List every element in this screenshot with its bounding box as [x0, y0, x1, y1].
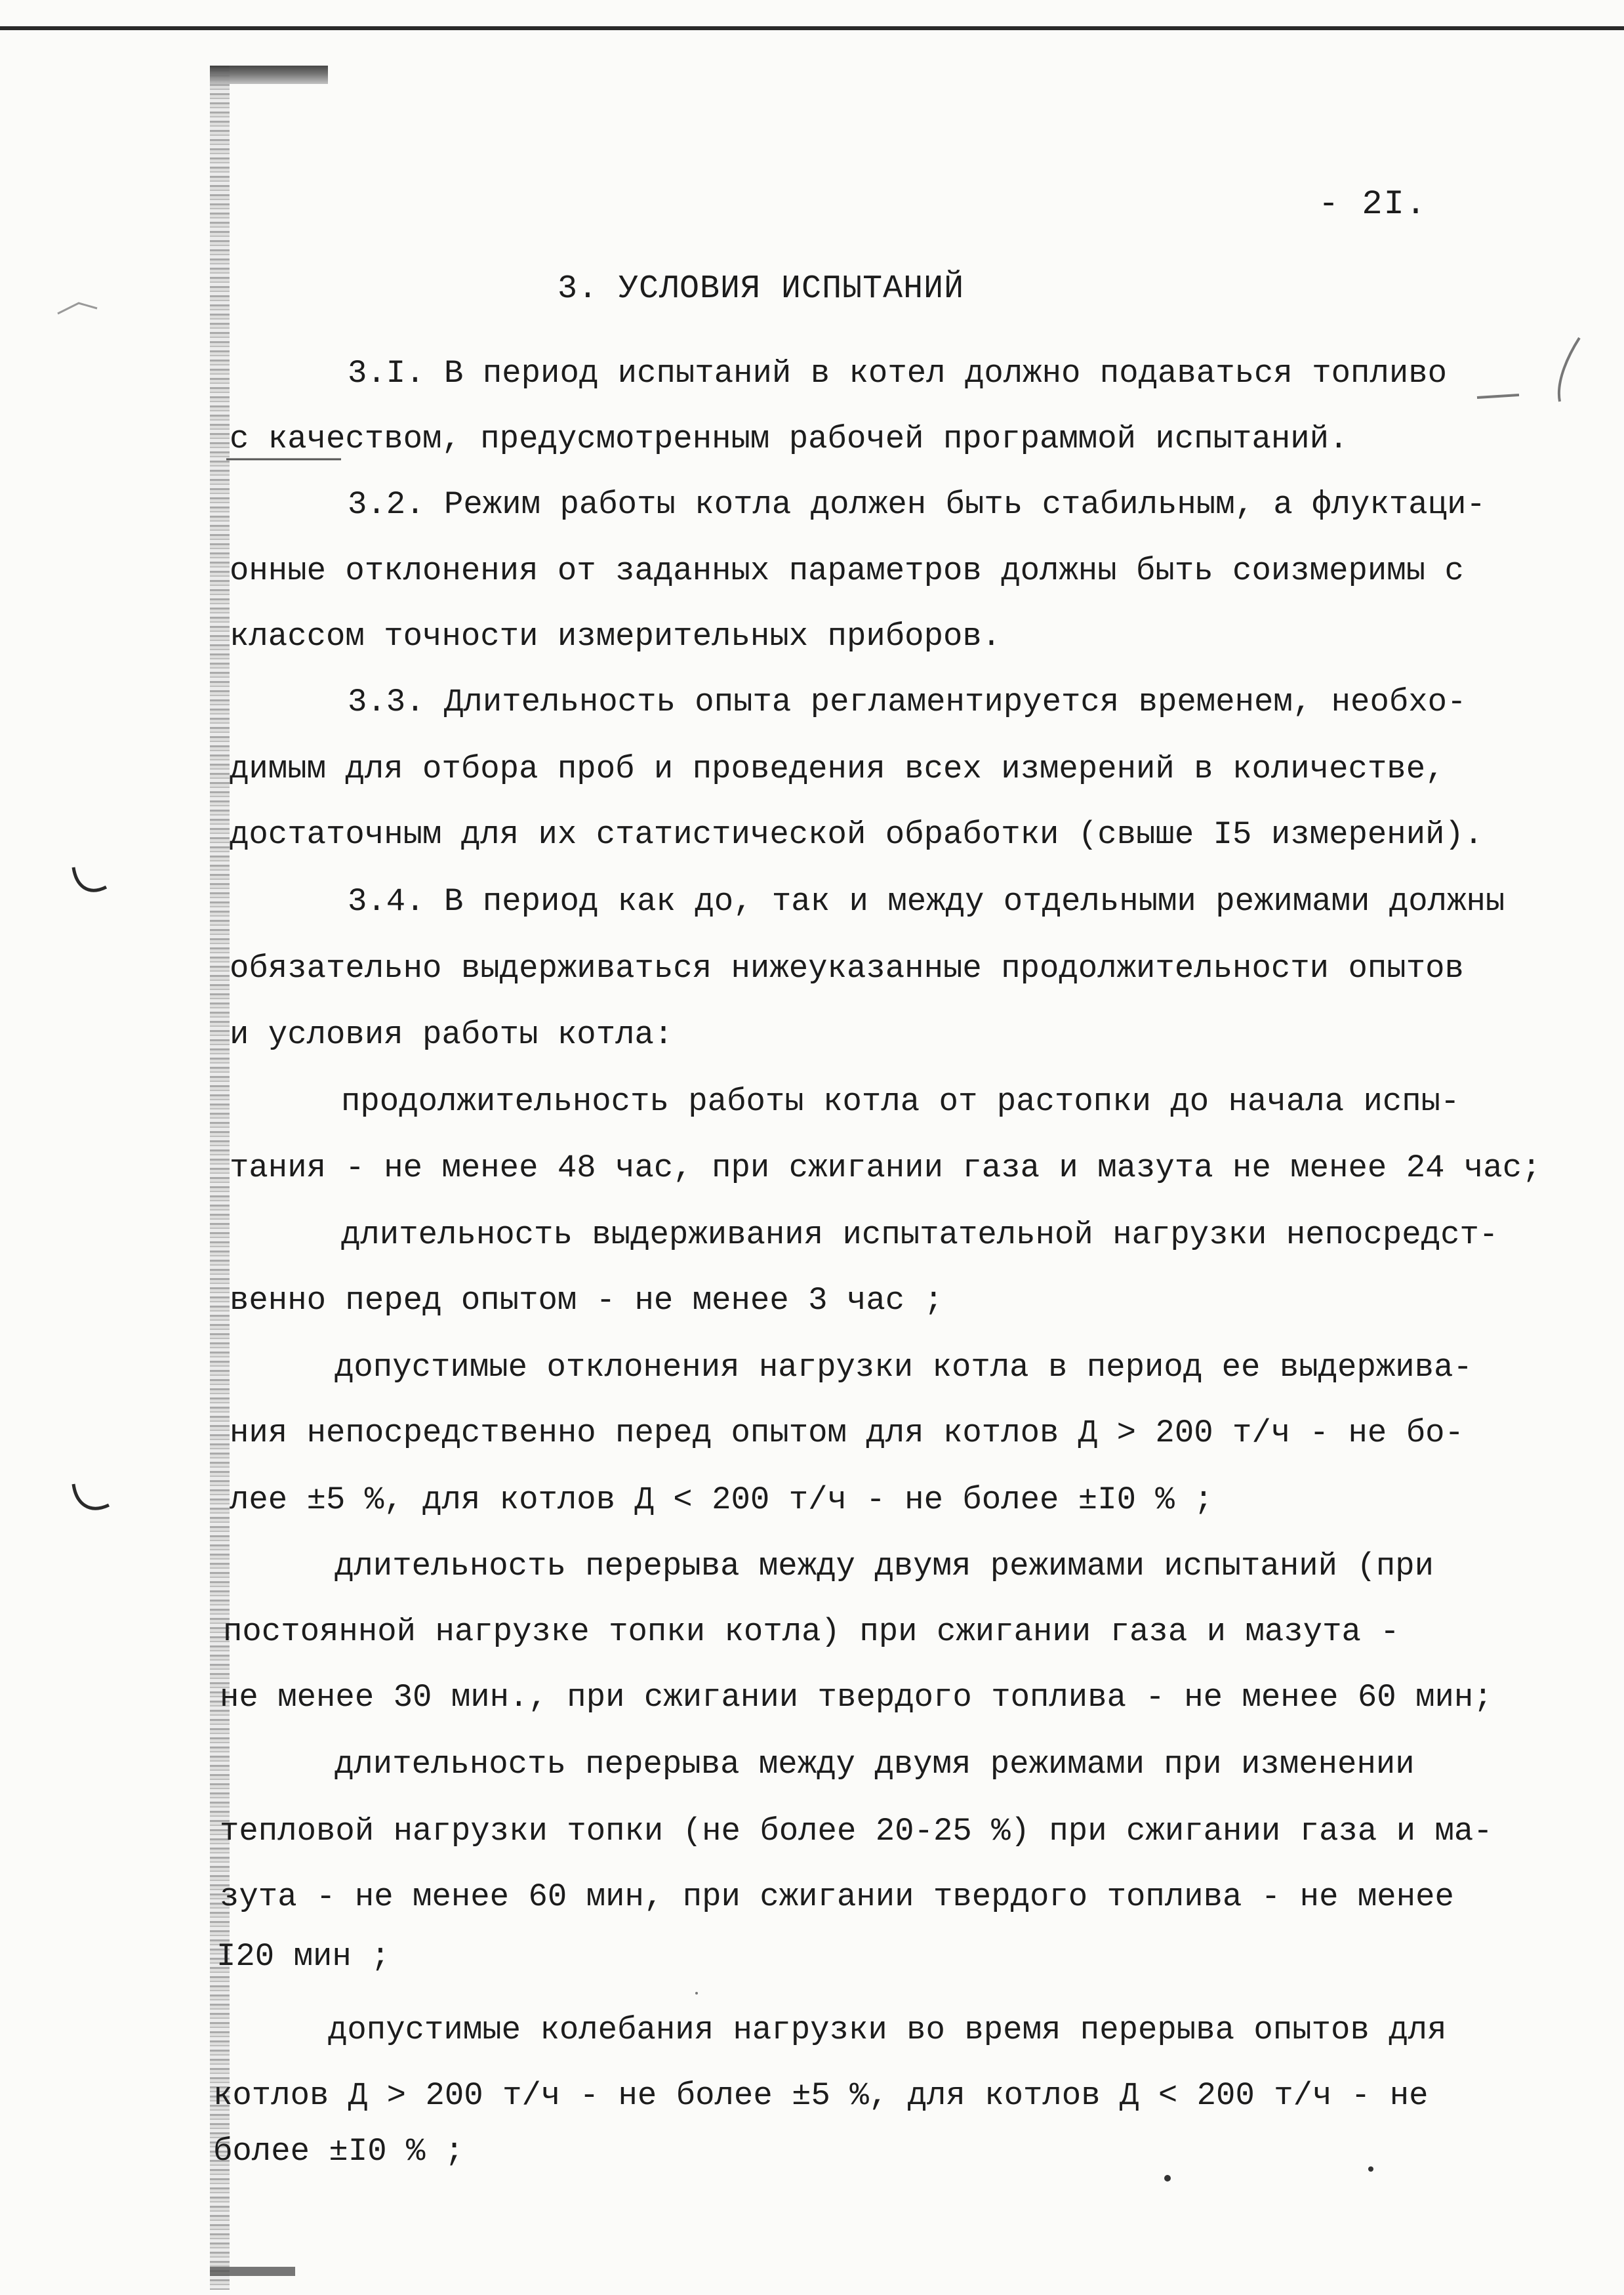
paragraph-line: зута - не менее 60 мин, при сжигании твердого топлива - не менее: [220, 1878, 1454, 1915]
paragraph-line: длительность выдерживания испытательной нагрузки непосредст-: [341, 1216, 1499, 1253]
paragraph-line: ния непосредственно перед опытом для котлов Д > 200 т/ч - не бо-: [230, 1415, 1464, 1451]
paragraph-line: венно перед опытом - не менее 3 час ;: [230, 1282, 943, 1319]
paragraph-line: тепловой нагрузки топки (не более 20-25 %) при сжигании газа и ма-: [220, 1813, 1493, 1850]
paragraph-line: допустимые отклонения нагрузки котла в период ее выдержива-: [335, 1349, 1472, 1386]
paragraph-line: димым для отбора проб и проведения всех измерений в количестве,: [230, 751, 1445, 787]
paragraph-line: достаточным для их статистической обработки (свыше I5 измерений).: [230, 816, 1484, 853]
paragraph-line: продолжительность работы котла от растопки до начала испы-: [341, 1083, 1460, 1120]
paragraph-line: 3.I. В период испытаний в котел должно подаваться топливо: [348, 355, 1448, 392]
paragraph-line: не менее 30 мин., при сжигании твердого топлива - не менее 60 мин;: [220, 1679, 1493, 1716]
paragraph-line: длительность перерыва между двумя режимами при изменении: [335, 1746, 1415, 1783]
paragraph-line: 3.2. Режим работы котла должен быть стабильным, а флуктаци-: [348, 486, 1486, 523]
paragraph-line: лее ±5 %, для котлов Д < 200 т/ч - не более ±I0 % ;: [230, 1481, 1213, 1518]
paragraph-line: допустимые колебания нагрузки во время перерыва опытов для: [328, 2012, 1447, 2048]
paragraph-line: 3.4. В период как до, так и между отдельными режимами должны: [348, 883, 1505, 920]
paragraph-line: онные отклонения от заданных параметров должны быть соизмеримы с: [230, 552, 1464, 589]
paragraph-line: 3.3. Длительность опыта регламентируется временем, необхо-: [348, 684, 1467, 720]
paragraph-line: котлов Д > 200 т/ч - не более ±5 %, для котлов Д < 200 т/ч - не: [213, 2077, 1429, 2114]
section-title: 3. УСЛОВИЯ ИСПЫТАНИЙ: [558, 270, 965, 308]
page-number: - 2I.: [1318, 185, 1428, 224]
paragraph-line: постоянной нагрузке топки котла) при сжигании газа и мазута -: [223, 1613, 1400, 1650]
paragraph-line: I20 мин ;: [216, 1938, 390, 1975]
paragraph-line: тания - не менее 48 час, при сжигании газа и мазута не менее 24 час;: [230, 1149, 1541, 1186]
paragraph-line: более ±I0 % ;: [213, 2133, 464, 2170]
paragraph-line: с качеством, предусмотренным рабочей программой испытаний.: [230, 421, 1349, 457]
paragraph-line: длительность перерыва между двумя режимами испытаний (при: [335, 1548, 1434, 1584]
paragraph-line: и условия работы котла:: [230, 1016, 674, 1053]
paragraph-line: обязательно выдерживаться нижеуказанные продолжительности опытов: [230, 950, 1464, 987]
paragraph-line: классом точности измерительных приборов.: [230, 618, 1002, 655]
